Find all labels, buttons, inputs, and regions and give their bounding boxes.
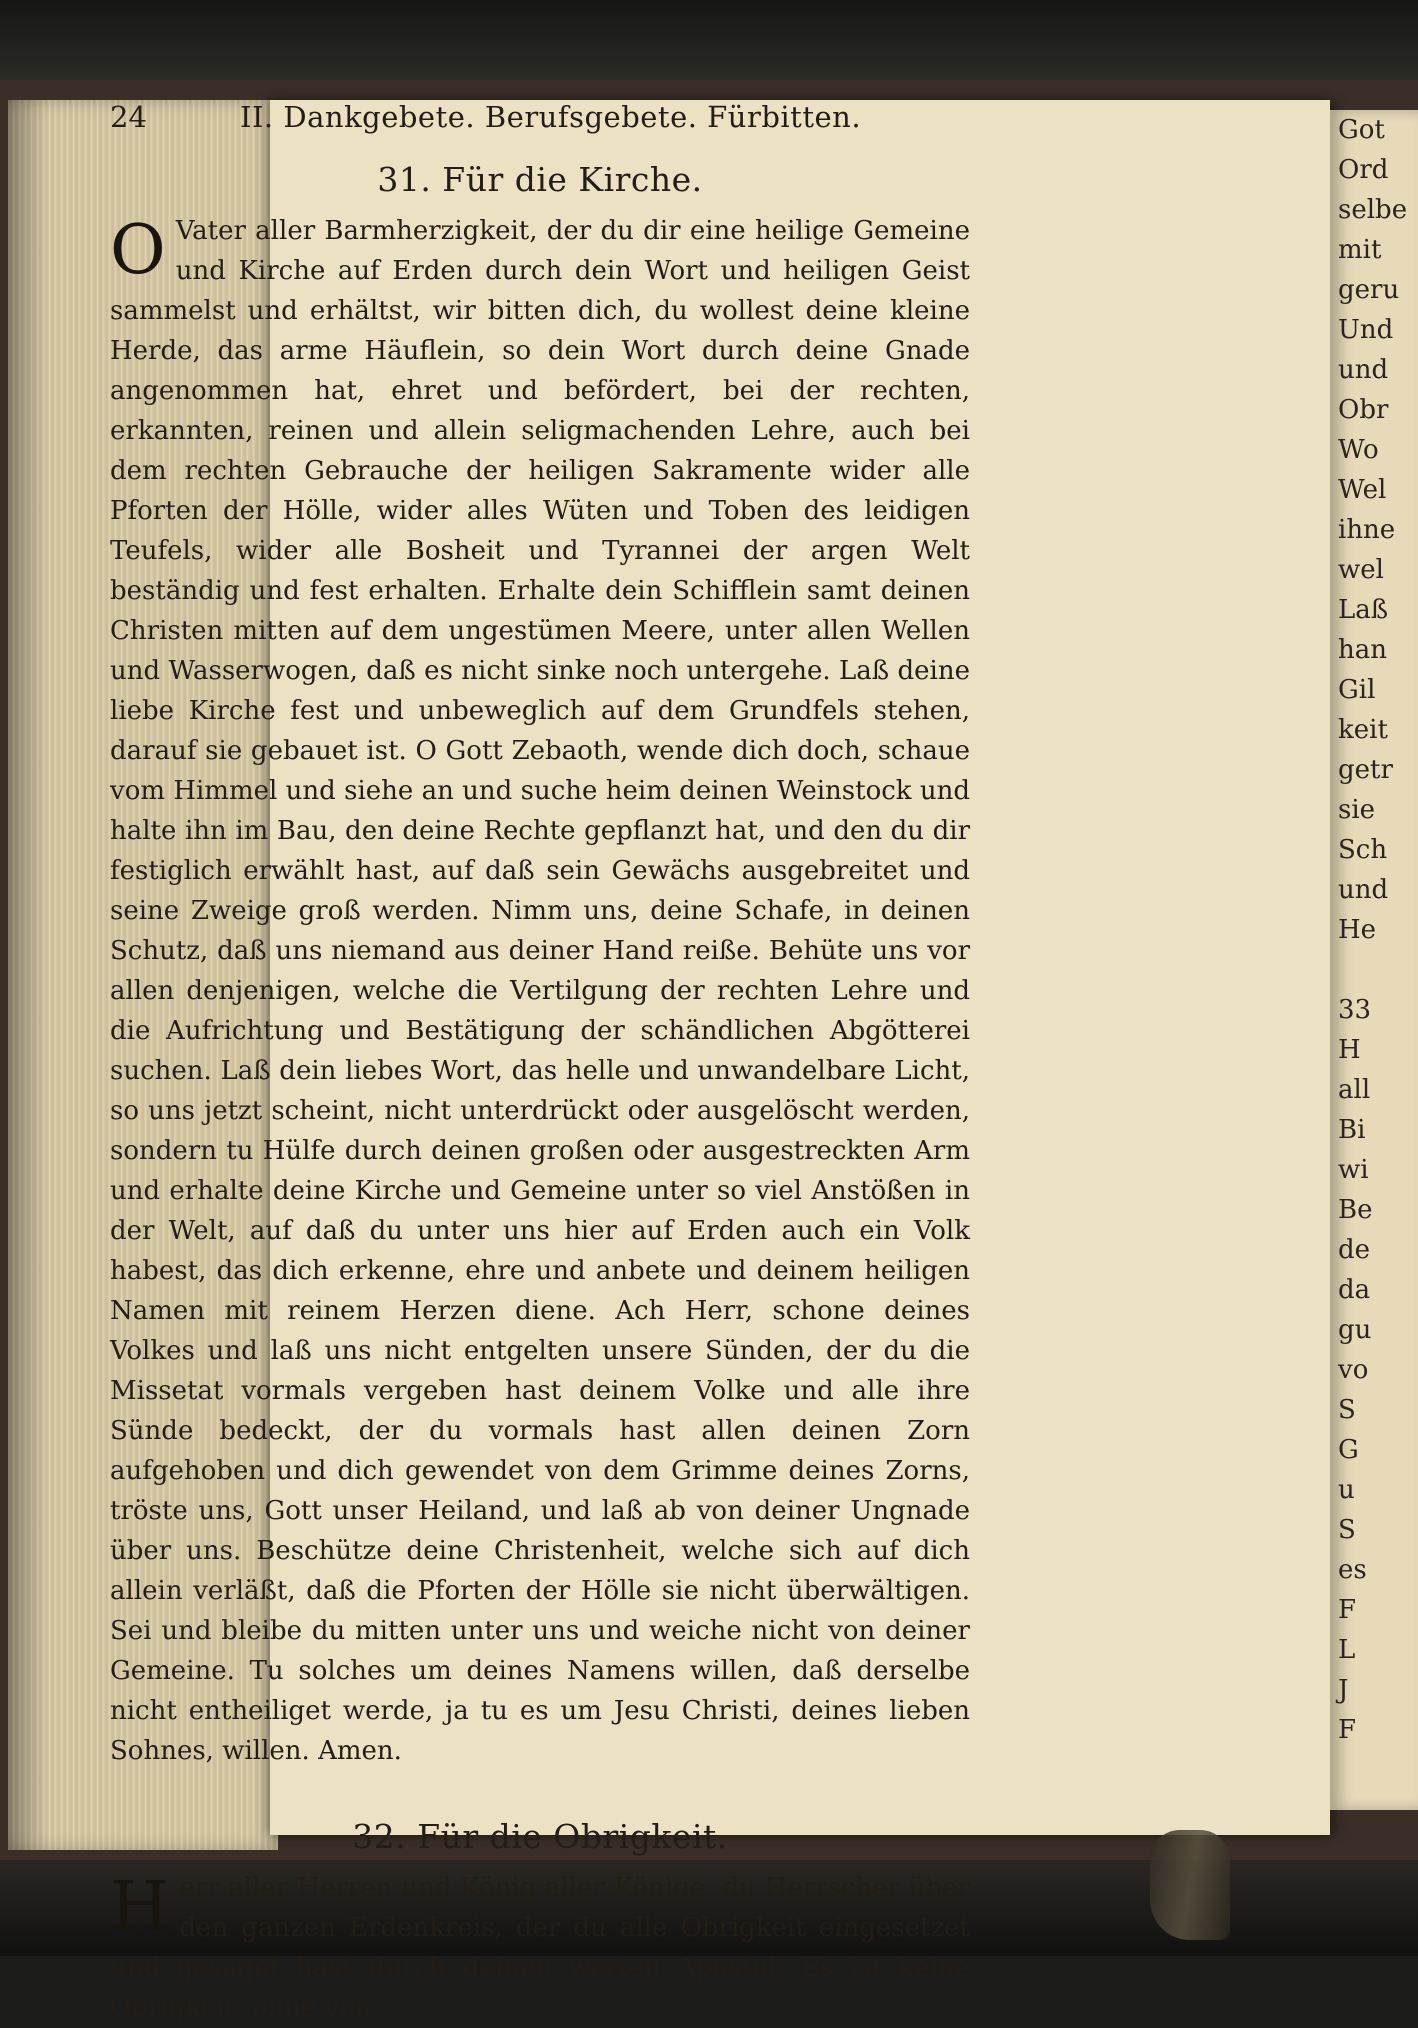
facing-page-fragment: Sch <box>1338 835 1388 865</box>
facing-page-fragment: Und <box>1338 315 1394 345</box>
facing-page-fragment: G <box>1338 1435 1359 1465</box>
facing-page-fragment: de <box>1338 1235 1371 1265</box>
facing-page-fragment: u <box>1338 1475 1355 1505</box>
facing-page-fragment: selbe <box>1338 195 1408 225</box>
section-spacer <box>110 1771 970 1809</box>
section-heading-32: 32. Für die Obrigkeit. <box>352 1817 728 1856</box>
dropcap-31: O <box>110 211 166 290</box>
page-content <box>110 100 970 2028</box>
facing-page-fragment: Obr <box>1338 395 1389 425</box>
facing-page-fragment: vo <box>1338 1355 1369 1385</box>
facing-page-fragment: F <box>1338 1715 1357 1745</box>
facing-page-fragment: und <box>1338 355 1389 385</box>
facing-page-fragment: han <box>1338 635 1387 665</box>
facing-page-fragment: H <box>1338 1035 1361 1065</box>
facing-page-edge <box>1330 110 1418 1810</box>
facing-page-fragment: S <box>1338 1395 1356 1425</box>
facing-page-fragment: gu <box>1338 1315 1372 1345</box>
facing-page-fragment: wel <box>1338 555 1384 585</box>
facing-page-fragment: ihne <box>1338 515 1396 545</box>
facing-page-fragment: He <box>1338 915 1377 945</box>
facing-page-fragment: Gil <box>1338 675 1376 705</box>
facing-page-fragment: geru <box>1338 275 1400 305</box>
facing-page-fragment: 33 <box>1338 995 1372 1025</box>
section-body-32: err aller Herren und König aller Könige, du Herrscher über den ganzen Erdenkreis, der du alle Obrigkeit eingesetzet und gesaget hast durch deinen werten Apostel: Es ist keine Obrigkeit, ohne von <box>110 1873 970 2023</box>
section-heading-31: 31. Für die Kirche. <box>377 160 703 199</box>
facing-page-fragment: wi <box>1338 1155 1369 1185</box>
running-head <box>110 100 970 150</box>
facing-page-fragment: getr <box>1338 755 1393 785</box>
facing-page-fragment: F <box>1338 1595 1357 1625</box>
page-number: 24 <box>110 100 147 134</box>
facing-page-fragment: Wo <box>1338 435 1379 465</box>
running-head-title: II. Dankgebete. Berufsgebete. Fürbitten. <box>240 100 862 134</box>
backdrop-top <box>0 0 1418 80</box>
facing-page-fragment: Laß <box>1338 595 1389 625</box>
facing-page-fragment: es <box>1338 1555 1367 1585</box>
facing-page-fragment: sie <box>1338 795 1376 825</box>
section-text-31 <box>110 211 970 1771</box>
bookmark-ribbon <box>1150 1830 1230 1940</box>
facing-page-fragment: da <box>1338 1275 1371 1305</box>
facing-page-fragment: L <box>1338 1635 1356 1665</box>
facing-page-fragment: J <box>1338 1675 1349 1705</box>
facing-page-fragment: mit <box>1338 235 1382 265</box>
facing-page-fragment: Wel <box>1338 475 1387 505</box>
facing-page-fragment: keit <box>1338 715 1388 745</box>
dropcap-32: H <box>110 1868 170 1947</box>
facing-page-fragment: Got <box>1338 115 1385 145</box>
facing-page-fragment: und <box>1338 875 1389 905</box>
section-text-32 <box>110 1868 970 2028</box>
facing-page-fragment: Ord <box>1338 155 1389 185</box>
section-body-31: Vater aller Barmherzigkeit, der du dir eine heilige Gemeine und Kirche auf Erden durch dein Wort und heiligen Geist sammelst und erhältst, wir bitten dich, du wollest deine kleine Herde, das arme Häuflein, so dein Wort durch deine Gnade angenommen hat, ehret und befördert, bei der rechten, erkannten, reinen und allein seligmachenden Lehre, auch bei dem rechten Gebrauche der heiligen Sakramente wider alle Pforten der Hölle, wider alles Wüten und Toben des leidigen Teufels, wider alle Bosheit und Tyrannei der argen Welt beständig und fest erhalten. Erhalte dein Schifflein samt deinen Christen mitten auf dem ungestümen Meere, unter allen Wellen und Wasserwogen, daß es nicht sinke noch untergehe. Laß deine liebe Kirche fest und unbeweglich auf dem Grundfels stehen, darauf sie gebauet ist. O Gott Zebaoth, wende dich doch, schaue vom Himmel und siehe an und suche heim deinen Weinstock und halte ihn im Bau, den deine Rechte gepflanzt hat, und den du dir festiglich erwählt hast, auf daß sein Gewächs ausgebreitet und seine Zweige groß werden. Nimm uns, deine Schafe, in deinen Schutz, daß uns niemand aus deiner Hand reiße. Behüte uns vor allen denjenigen, welche die Vertilgung der rechten Lehre und die Aufrichtung und Bestätigung der schändlichen Abgötterei suchen. Laß dein liebes Wort, das helle und unwandelbare Licht, so uns jetzt scheint, nicht unterdrückt oder ausgelöscht werden, sondern tu Hülfe durch deinen großen oder ausgestreckten Arm und erhalte deine Kirche und Gemeine unter so viel Anstößen in der Welt, auf daß du unter uns hier auf Erden auch ein Volk habest, das dich erkenne, ehre und anbete und deinem heiligen Namen mit reinem Herzen diene. Ach Herr, schone deines Volkes und laß uns nicht entgelten unsere Sünden, der du die Missetat vormals vergeben hast deinem Volke und alle ihre Sünde bedeckt, der du vormals hast allen deinen Zorn aufgehoben und dich gewendet von dem Grimme deines Zorns, tröste uns, Gott unser Heiland, und laß ab von deiner Ungnade über uns. Beschütze deine Christenheit, welche sich auf dich allein verläßt, daß die Pforten der Hölle sie nicht überwältigen. Sei und bleibe du mitten unter uns und weiche nicht von deiner Gemeine. Tu solches um deines Namens willen, daß derselbe nicht entheiliget werde, ja tu es um Jesu Christi, deines lieben Sohnes, willen. Amen. <box>110 216 970 1766</box>
facing-page-fragment: S <box>1338 1515 1356 1545</box>
facing-page-fragment: all <box>1338 1075 1371 1105</box>
facing-page-fragment: Be <box>1338 1195 1373 1225</box>
facing-page-fragment <box>1330 950 1418 990</box>
facing-page-fragment: Bi <box>1338 1115 1366 1145</box>
